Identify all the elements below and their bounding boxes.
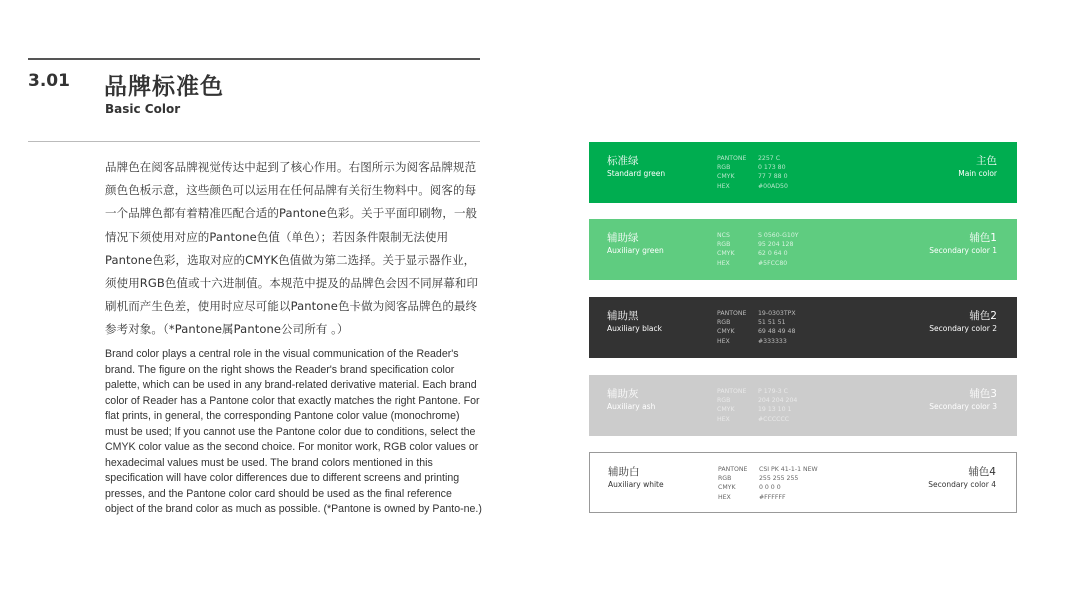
swatch-name-cn: 辅助白 — [608, 466, 640, 478]
spec-value: CSI PK 41-1-1 NEW — [759, 466, 818, 473]
spec-row — [717, 154, 788, 163]
spec-value: 62 0 64 0 — [758, 250, 788, 258]
spec-label: RGB — [717, 319, 731, 327]
swatch-role-en: Secondary color 1 — [929, 246, 997, 255]
swatch-spec-table — [717, 387, 797, 424]
spec-label: NCS — [717, 232, 730, 239]
spec-row — [718, 465, 818, 474]
spec-value: 95 204 128 — [758, 241, 794, 249]
swatch-name — [607, 309, 662, 334]
spec-value: 19 13 10 1 — [758, 406, 792, 414]
swatch-role-cn: 辅色1 — [969, 232, 997, 244]
spec-row — [717, 249, 799, 258]
swatch-role-en: Main color — [958, 169, 997, 178]
spec-value: P 179-3 C — [758, 388, 788, 395]
spec-label: RGB — [717, 397, 731, 405]
spec-value: #CCCCCC — [758, 415, 790, 423]
spec-row — [717, 327, 796, 336]
spec-value: S 0560-G10Y — [758, 232, 799, 239]
spec-row — [717, 259, 799, 268]
swatch-name — [608, 465, 664, 490]
color-swatch-auxiliary-green — [589, 219, 1017, 280]
swatch-name-cn: 辅助绿 — [607, 232, 639, 244]
top-divider — [28, 58, 480, 60]
color-swatch-auxiliary-black — [589, 297, 1017, 358]
spec-label: CMYK — [717, 328, 735, 336]
spec-label: RGB — [717, 241, 731, 249]
spec-value: 255 255 255 — [759, 475, 799, 483]
swatch-name-cn: 标准绿 — [607, 155, 639, 167]
spec-row — [717, 337, 796, 346]
spec-row — [717, 309, 796, 318]
swatch-name — [607, 231, 664, 256]
swatch-role — [929, 309, 997, 334]
swatch-name — [607, 154, 665, 179]
swatch-role-en: Secondary color 4 — [928, 480, 996, 489]
swatch-name-en: Standard green — [607, 169, 666, 178]
spec-label: CMYK — [717, 406, 735, 414]
spec-label: HEX — [717, 182, 730, 190]
swatch-name-en: Auxiliary green — [607, 246, 664, 255]
swatch-spec-table — [717, 231, 799, 268]
spec-value: 19-0303TPX — [758, 310, 796, 317]
spec-row — [717, 387, 797, 396]
swatch-spec-table — [717, 309, 796, 346]
swatch-name-en: Auxiliary black — [607, 324, 662, 333]
spec-value: 0 173 80 — [758, 164, 786, 172]
swatch-role — [928, 465, 996, 490]
swatch-name-en: Auxiliary white — [608, 480, 664, 489]
swatch-role-cn: 辅色2 — [969, 310, 997, 322]
description-chinese: 品牌色在阅客品牌视觉传达中起到了核心作用。右图所示为阅客品牌规范颜色色板示意，这些颜色可以运用在任何品牌有关衍生物料中。阅客的每一个品牌色都有着精准匹配合适的Pantone色彩。关于平面印刷物，一般情况下须使用对应的Pantone色值（单色）；若因条件限制无法使用Pantone色彩，选取对应的CMYK色值做为第二选择。关于显示器作业，须使用RGB色值或十六进制值。本规范中提及的品牌色会因不同屏幕和印刷机而产生色差，使用时应尽可能以Pantone色卡做为阅客品牌色的最终参考对象。（*Pantone属Pantone公司所有 。） — [105, 160, 479, 337]
spec-row — [718, 483, 818, 492]
swatch-role — [958, 154, 997, 179]
spec-row — [717, 182, 788, 191]
spec-label: HEX — [717, 415, 730, 423]
swatch-role — [929, 387, 997, 412]
spec-value: 69 48 49 48 — [758, 328, 796, 336]
spec-label: CMYK — [717, 250, 735, 258]
description-english: Brand color plays a central role in the visual communication of the Reader's brand. The figure on the right shows the Reader's brand specification color palette, which can be used in any brand-related derivative material. Each brand color of Reader has a Pantone color that exactly matches the right Pantone. For flat prints, in general, the corresponding Pantone color value (monochrome) must be used; If you cannot use the Pantone color due to conditions, select the CMYK color value as the second choice. For monitor work, RGB color values or hexadecimal values must be used. The brand colors mentioned in this specification will have color differences due to different screens and printing presses, and the Pantone color card should be used as the final reference object of the brand color as much as possible. (*Pantone is owned by Panto-ne.) — [105, 348, 482, 515]
spec-row — [717, 163, 788, 172]
spec-value: #5FCC80 — [758, 259, 788, 267]
spec-row — [717, 396, 797, 405]
swatch-role-cn: 辅色4 — [968, 466, 996, 478]
spec-row — [717, 415, 797, 424]
spec-label: HEX — [717, 259, 730, 267]
swatch-role — [929, 231, 997, 256]
swatch-name-cn: 辅助灰 — [607, 388, 639, 400]
spec-label: PANTONE — [717, 310, 747, 317]
spec-value: 77 7 88 0 — [758, 173, 788, 181]
color-swatch-auxiliary-white — [589, 452, 1017, 513]
spec-label: RGB — [717, 164, 731, 172]
spec-value: 51 51 51 — [758, 319, 786, 327]
color-swatch-standard-green — [589, 142, 1017, 203]
spec-label: PANTONE — [717, 155, 747, 162]
section-number: 3.01 — [28, 71, 70, 91]
swatch-name-cn: 辅助黑 — [607, 310, 639, 322]
swatch-role-cn: 辅色3 — [969, 388, 997, 400]
spec-row — [717, 240, 799, 249]
spec-value: 204 204 204 — [758, 397, 798, 405]
swatch-role-en: Secondary color 3 — [929, 402, 997, 411]
color-swatch-auxiliary-ash — [589, 375, 1017, 436]
spec-label: HEX — [718, 493, 731, 501]
spec-value: 0 0 0 0 — [759, 484, 781, 492]
swatch-spec-table — [717, 154, 788, 191]
swatch-spec-table — [718, 465, 818, 502]
spec-label: HEX — [717, 337, 730, 345]
spec-row — [718, 474, 818, 483]
spec-label: CMYK — [718, 484, 736, 492]
spec-row — [717, 172, 788, 181]
spec-value: #333333 — [758, 337, 787, 345]
spec-label: PANTONE — [717, 388, 747, 395]
spec-row — [717, 405, 797, 414]
spec-row — [718, 493, 818, 502]
swatch-role-cn: 主色 — [976, 155, 997, 167]
swatch-name-en: Auxiliary ash — [607, 402, 656, 411]
page-subtitle: Basic Color — [105, 102, 181, 116]
section-divider — [28, 141, 480, 142]
spec-value: #FFFFFF — [759, 493, 786, 501]
page-title: 品牌标准色 — [104, 74, 224, 100]
swatch-role-en: Secondary color 2 — [929, 324, 997, 333]
spec-value: 2257 C — [758, 155, 781, 162]
spec-label: CMYK — [717, 173, 735, 181]
spec-label: PANTONE — [718, 466, 748, 473]
spec-row — [717, 231, 799, 240]
swatch-name — [607, 387, 655, 412]
spec-label: RGB — [718, 475, 732, 483]
spec-value: #00AD50 — [758, 182, 788, 190]
spec-row — [717, 318, 796, 327]
